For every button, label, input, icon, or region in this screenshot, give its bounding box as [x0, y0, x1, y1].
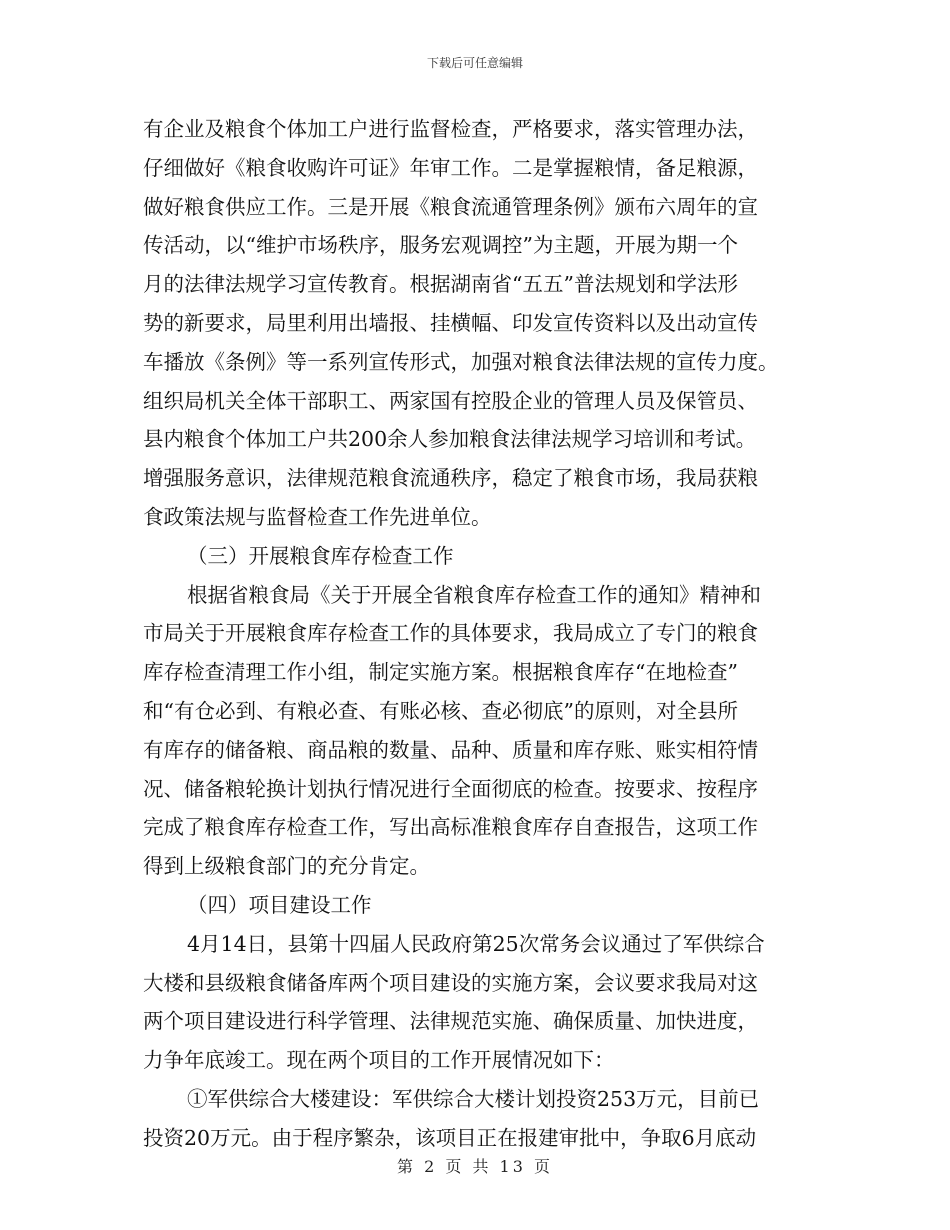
text-line: （四）项目建设工作 [187, 892, 372, 917]
text-line: 投资20万元。由于程序繁杂，该项目正在报建审批中，争取6月底动 [143, 1125, 757, 1150]
text-line: 月的法律法规学习宣传教育。根据湖南省“五五”普法规划和学法形 [143, 272, 738, 297]
text-line: （三）开展粮食库存检查工作 [187, 543, 454, 568]
text-line: 势的新要求，局里利用出墙报、挂横幅、印发宣传资料以及出动宣传 [143, 310, 758, 335]
text-line: 食政策法规与监督检查工作先进单位。 [143, 504, 492, 529]
text-line: 县内粮食个体加工户共200余人参加粮食法律法规学习培训和考试。 [143, 427, 757, 452]
text-line: 做好粮食供应工作。三是开展《粮食流通管理条例》颁布六周年的宣 [143, 194, 758, 219]
page-header: 下载后可任意编辑 [426, 56, 523, 70]
text-line: 有企业及粮食个体加工户进行监督检查，严格要求，落实管理办法， [143, 117, 758, 141]
text-line: 两个项目建设进行科学管理、法律规范实施、确保质量、加快进度， [143, 1009, 758, 1034]
text-line: 和“有仓必到、有粮必查、有账必核、查必彻底”的原则，对全县所 [143, 698, 738, 723]
text-line: 组织局机关全体干部职工、两家国有控股企业的管理人员及保管员、 [143, 388, 758, 413]
text-line: ①军供综合大楼建设：军供综合大楼计划投资253万元，目前已 [187, 1086, 760, 1111]
document-body [143, 110, 823, 1158]
text-line: 车播放《条例》等一系列宣传形式，加强对粮食法律法规的宣传力度。 [143, 349, 779, 374]
text-line: 况、储备粮轮换计划执行情况进行全面彻底的检查。按要求、按程序 [143, 776, 758, 801]
text-line: 仔细做好《粮食收购许可证》年审工作。二是掌握粮情，备足粮源， [143, 155, 758, 180]
text-line: 增强服务意识，法律规范粮食流通秩序，稳定了粮食市场，我局获粮 [143, 466, 758, 491]
text-line: 有库存的储备粮、商品粮的数量、品种、质量和库存账、账实相符情 [143, 737, 758, 762]
text-line: 力争年底竣工。现在两个项目的工作开展情况如下： [143, 1048, 615, 1073]
text-line: 市局关于开展粮食库存检查工作的具体要求，我局成立了专门的粮食 [143, 621, 758, 646]
text-line: 得到上级粮食部门的充分肯定。 [143, 854, 430, 879]
text-line: 库存检查清理工作小组，制定实施方案。根据粮食库存“在地检查” [143, 660, 738, 685]
page-footer: 第 2 页 共 13 页 [397, 1157, 553, 1176]
text-line: 完成了粮食库存检查工作，写出高标准粮食库存自查报告，这项工作 [143, 815, 758, 840]
text-line: 4月14日，县第十四届人民政府第25次常务会议通过了军供综合 [187, 931, 765, 956]
text-line: 根据省粮食局《关于开展全省粮食库存检查工作的通知》精神和 [187, 582, 761, 607]
text-line: 大楼和县级粮食储备库两个项目建设的实施方案，会议要求我局对这 [143, 970, 758, 995]
text-line: 传活动，以“维护市场秩序，服务宏观调控”为主题，开展为期一个 [143, 233, 738, 258]
